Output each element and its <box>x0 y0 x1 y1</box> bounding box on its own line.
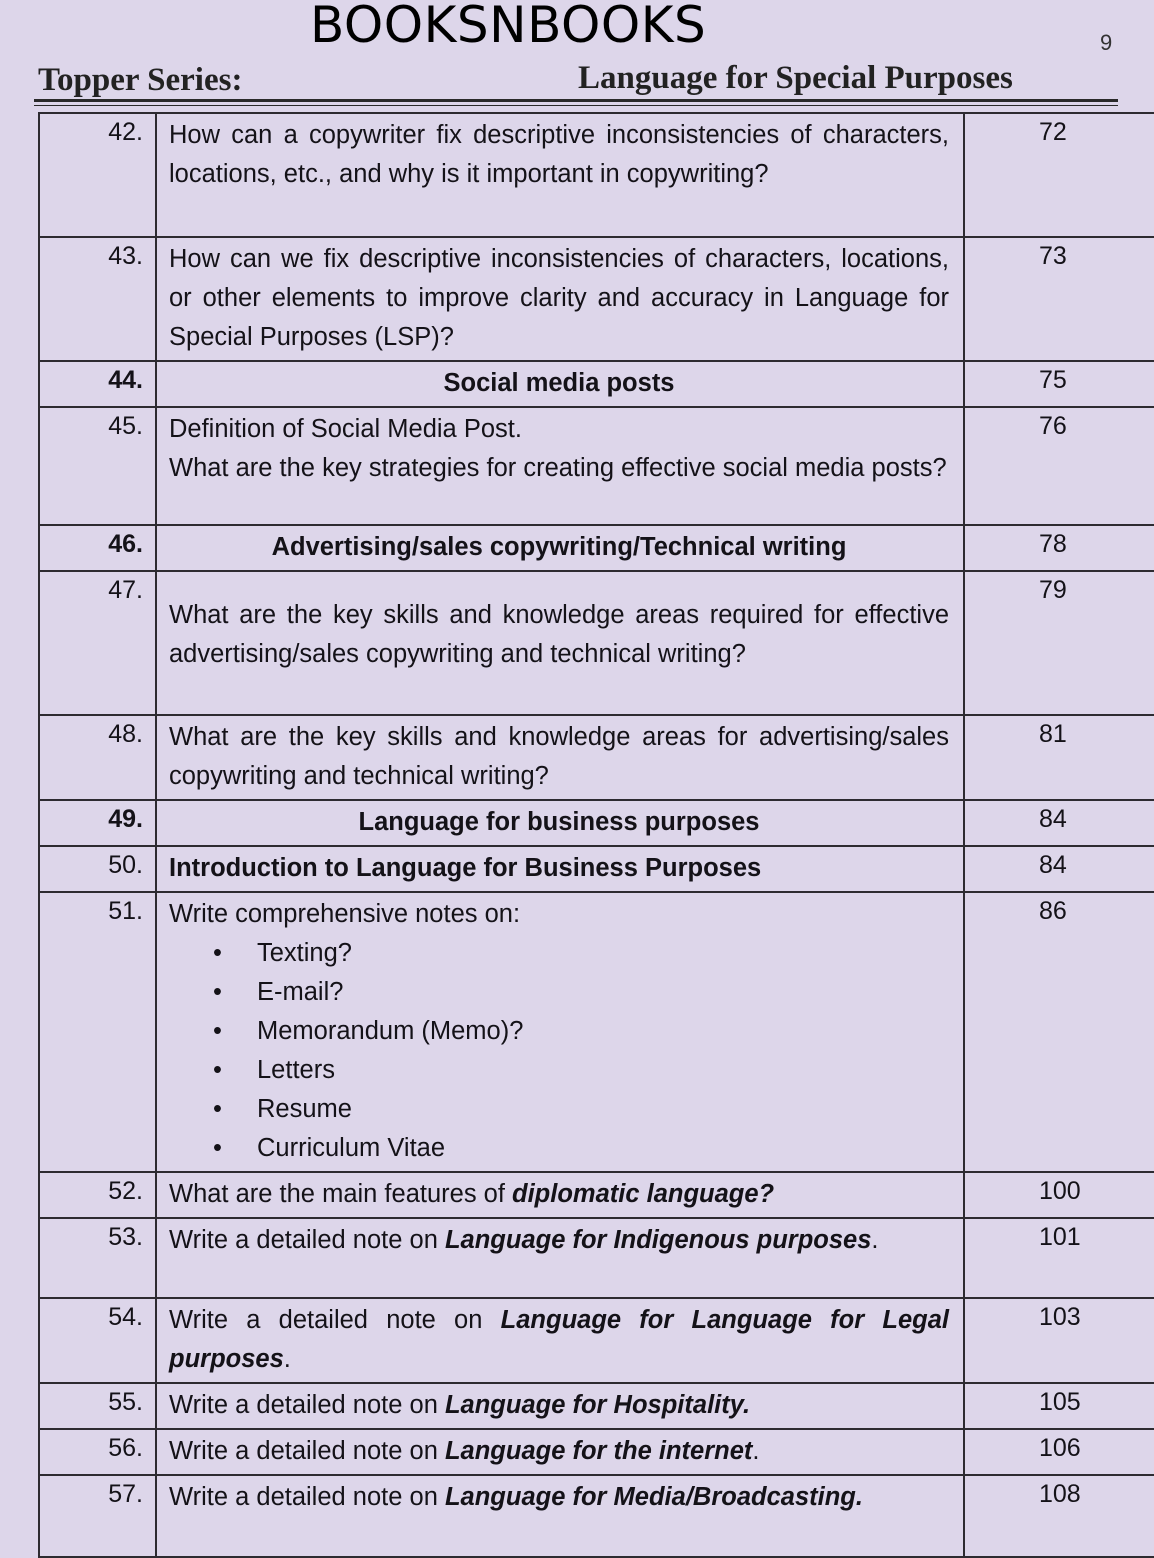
book-title: Language for Special Purposes <box>578 60 1013 96</box>
row-question-end: . <box>283 1345 291 1373</box>
row-question: How can a copywriter fix descriptive inconsistencies of characters, locations, etc., and why is it important in copywriting? <box>156 113 964 237</box>
header-rule-thin <box>34 105 1118 106</box>
watermark-text: BOOKSNBOOKS <box>310 0 707 54</box>
row-question <box>156 1475 964 1557</box>
section-row <box>39 525 1154 571</box>
row-page: 73 <box>964 237 1154 361</box>
row-question-text: What are the main features of <box>169 1180 513 1208</box>
row-question-line: Write comprehensive notes on: <box>169 900 521 928</box>
row-question-text: Write a detailed note on <box>169 1437 445 1465</box>
list-item: • Letters <box>237 1051 949 1090</box>
row-question-emphasis: Language for Hospitality. <box>444 1391 751 1419</box>
row-page: 75 <box>964 361 1154 407</box>
section-row <box>39 846 1154 892</box>
table-row <box>39 892 1154 1172</box>
table-row <box>39 1429 1154 1475</box>
contents-table <box>38 112 1154 1558</box>
row-question-emphasis: Language for the internet <box>444 1437 753 1465</box>
table-row <box>39 1383 1154 1429</box>
row-question-emphasis: Language for Media/Broadcasting. <box>444 1483 863 1511</box>
row-page: 103 <box>964 1298 1154 1383</box>
row-question-text: Write a detailed note on <box>169 1306 501 1334</box>
row-question-emphasis: Language for Language for Legal purposes <box>169 1306 949 1373</box>
row-question <box>156 1298 964 1383</box>
row-question: What are the key skills and knowledge areas for advertising/sales copywriting and technical writing? <box>156 715 964 800</box>
row-page: 81 <box>964 715 1154 800</box>
list-item: • Texting? <box>237 934 949 973</box>
row-page: 101 <box>964 1218 1154 1298</box>
row-number: 52. <box>39 1172 156 1218</box>
row-number: 55. <box>39 1383 156 1429</box>
row-question-end: . <box>752 1437 760 1465</box>
row-page: 78 <box>964 525 1154 571</box>
row-question: What are the key skills and knowledge areas required for effective advertising/sales copywriting and technical writing? <box>156 571 964 715</box>
table-row <box>39 715 1154 800</box>
table-row <box>39 407 1154 525</box>
section-heading: Introduction to Language for Business Purposes <box>156 846 964 892</box>
list-item: • Resume <box>237 1090 949 1129</box>
row-question <box>156 407 964 525</box>
row-question-text: Write a detailed note on <box>169 1391 445 1419</box>
table-row <box>39 1172 1154 1218</box>
row-number: 51. <box>39 892 156 1172</box>
list-item: • Memorandum (Memo)? <box>237 1012 949 1051</box>
row-number: 42. <box>39 113 156 237</box>
row-question <box>156 1218 964 1298</box>
section-heading: Language for business purposes <box>156 800 964 846</box>
row-question <box>156 1172 964 1218</box>
row-number: 43. <box>39 237 156 361</box>
row-page: 76 <box>964 407 1154 525</box>
row-question-emphasis: Language for Indigenous purposes <box>444 1226 872 1254</box>
list-item: • Curriculum Vitae <box>237 1129 949 1168</box>
row-page: 86 <box>964 892 1154 1172</box>
row-question-text: Write a detailed note on <box>169 1226 445 1254</box>
row-number: 46. <box>39 525 156 571</box>
row-question <box>156 892 964 1172</box>
series-title: Topper Series: <box>38 62 243 98</box>
section-row <box>39 361 1154 407</box>
row-number: 54. <box>39 1298 156 1383</box>
row-number: 47. <box>39 571 156 715</box>
row-page: 100 <box>964 1172 1154 1218</box>
row-number: 48. <box>39 715 156 800</box>
table-row <box>39 1218 1154 1298</box>
row-question: How can we fix descriptive inconsistencies of characters, locations, or other elements to improve clarity and accuracy in Language for Special Purposes (LSP)? <box>156 237 964 361</box>
row-page: 108 <box>964 1475 1154 1557</box>
table-row <box>39 1475 1154 1557</box>
list-item: • E-mail? <box>237 973 949 1012</box>
page-number: 9 <box>1100 30 1113 55</box>
bullet-list <box>169 934 949 1168</box>
row-number: 56. <box>39 1429 156 1475</box>
section-heading: Social media posts <box>156 361 964 407</box>
row-page: 105 <box>964 1383 1154 1429</box>
row-question-line: Definition of Social Media Post. <box>169 415 522 443</box>
row-page: 79 <box>964 571 1154 715</box>
row-number: 45. <box>39 407 156 525</box>
row-number: 53. <box>39 1218 156 1298</box>
row-question <box>156 1429 964 1475</box>
header-rule <box>34 99 1118 102</box>
row-page: 106 <box>964 1429 1154 1475</box>
row-number: 57. <box>39 1475 156 1557</box>
section-row <box>39 800 1154 846</box>
row-number: 49. <box>39 800 156 846</box>
row-question-emphasis: diplomatic language? <box>512 1180 775 1208</box>
row-question-end: . <box>871 1226 879 1254</box>
row-question-text: Write a detailed note on <box>169 1483 445 1511</box>
table-row <box>39 1298 1154 1383</box>
table-row <box>39 571 1154 715</box>
row-question <box>156 1383 964 1429</box>
table-row <box>39 113 1154 237</box>
row-number: 50. <box>39 846 156 892</box>
table-row <box>39 237 1154 361</box>
row-page: 84 <box>964 800 1154 846</box>
section-heading: Advertising/sales copywriting/Technical writing <box>156 525 964 571</box>
row-number: 44. <box>39 361 156 407</box>
row-page: 72 <box>964 113 1154 237</box>
row-page: 84 <box>964 846 1154 892</box>
row-question-line: What are the key strategies for creating effective social media posts? <box>169 454 947 482</box>
